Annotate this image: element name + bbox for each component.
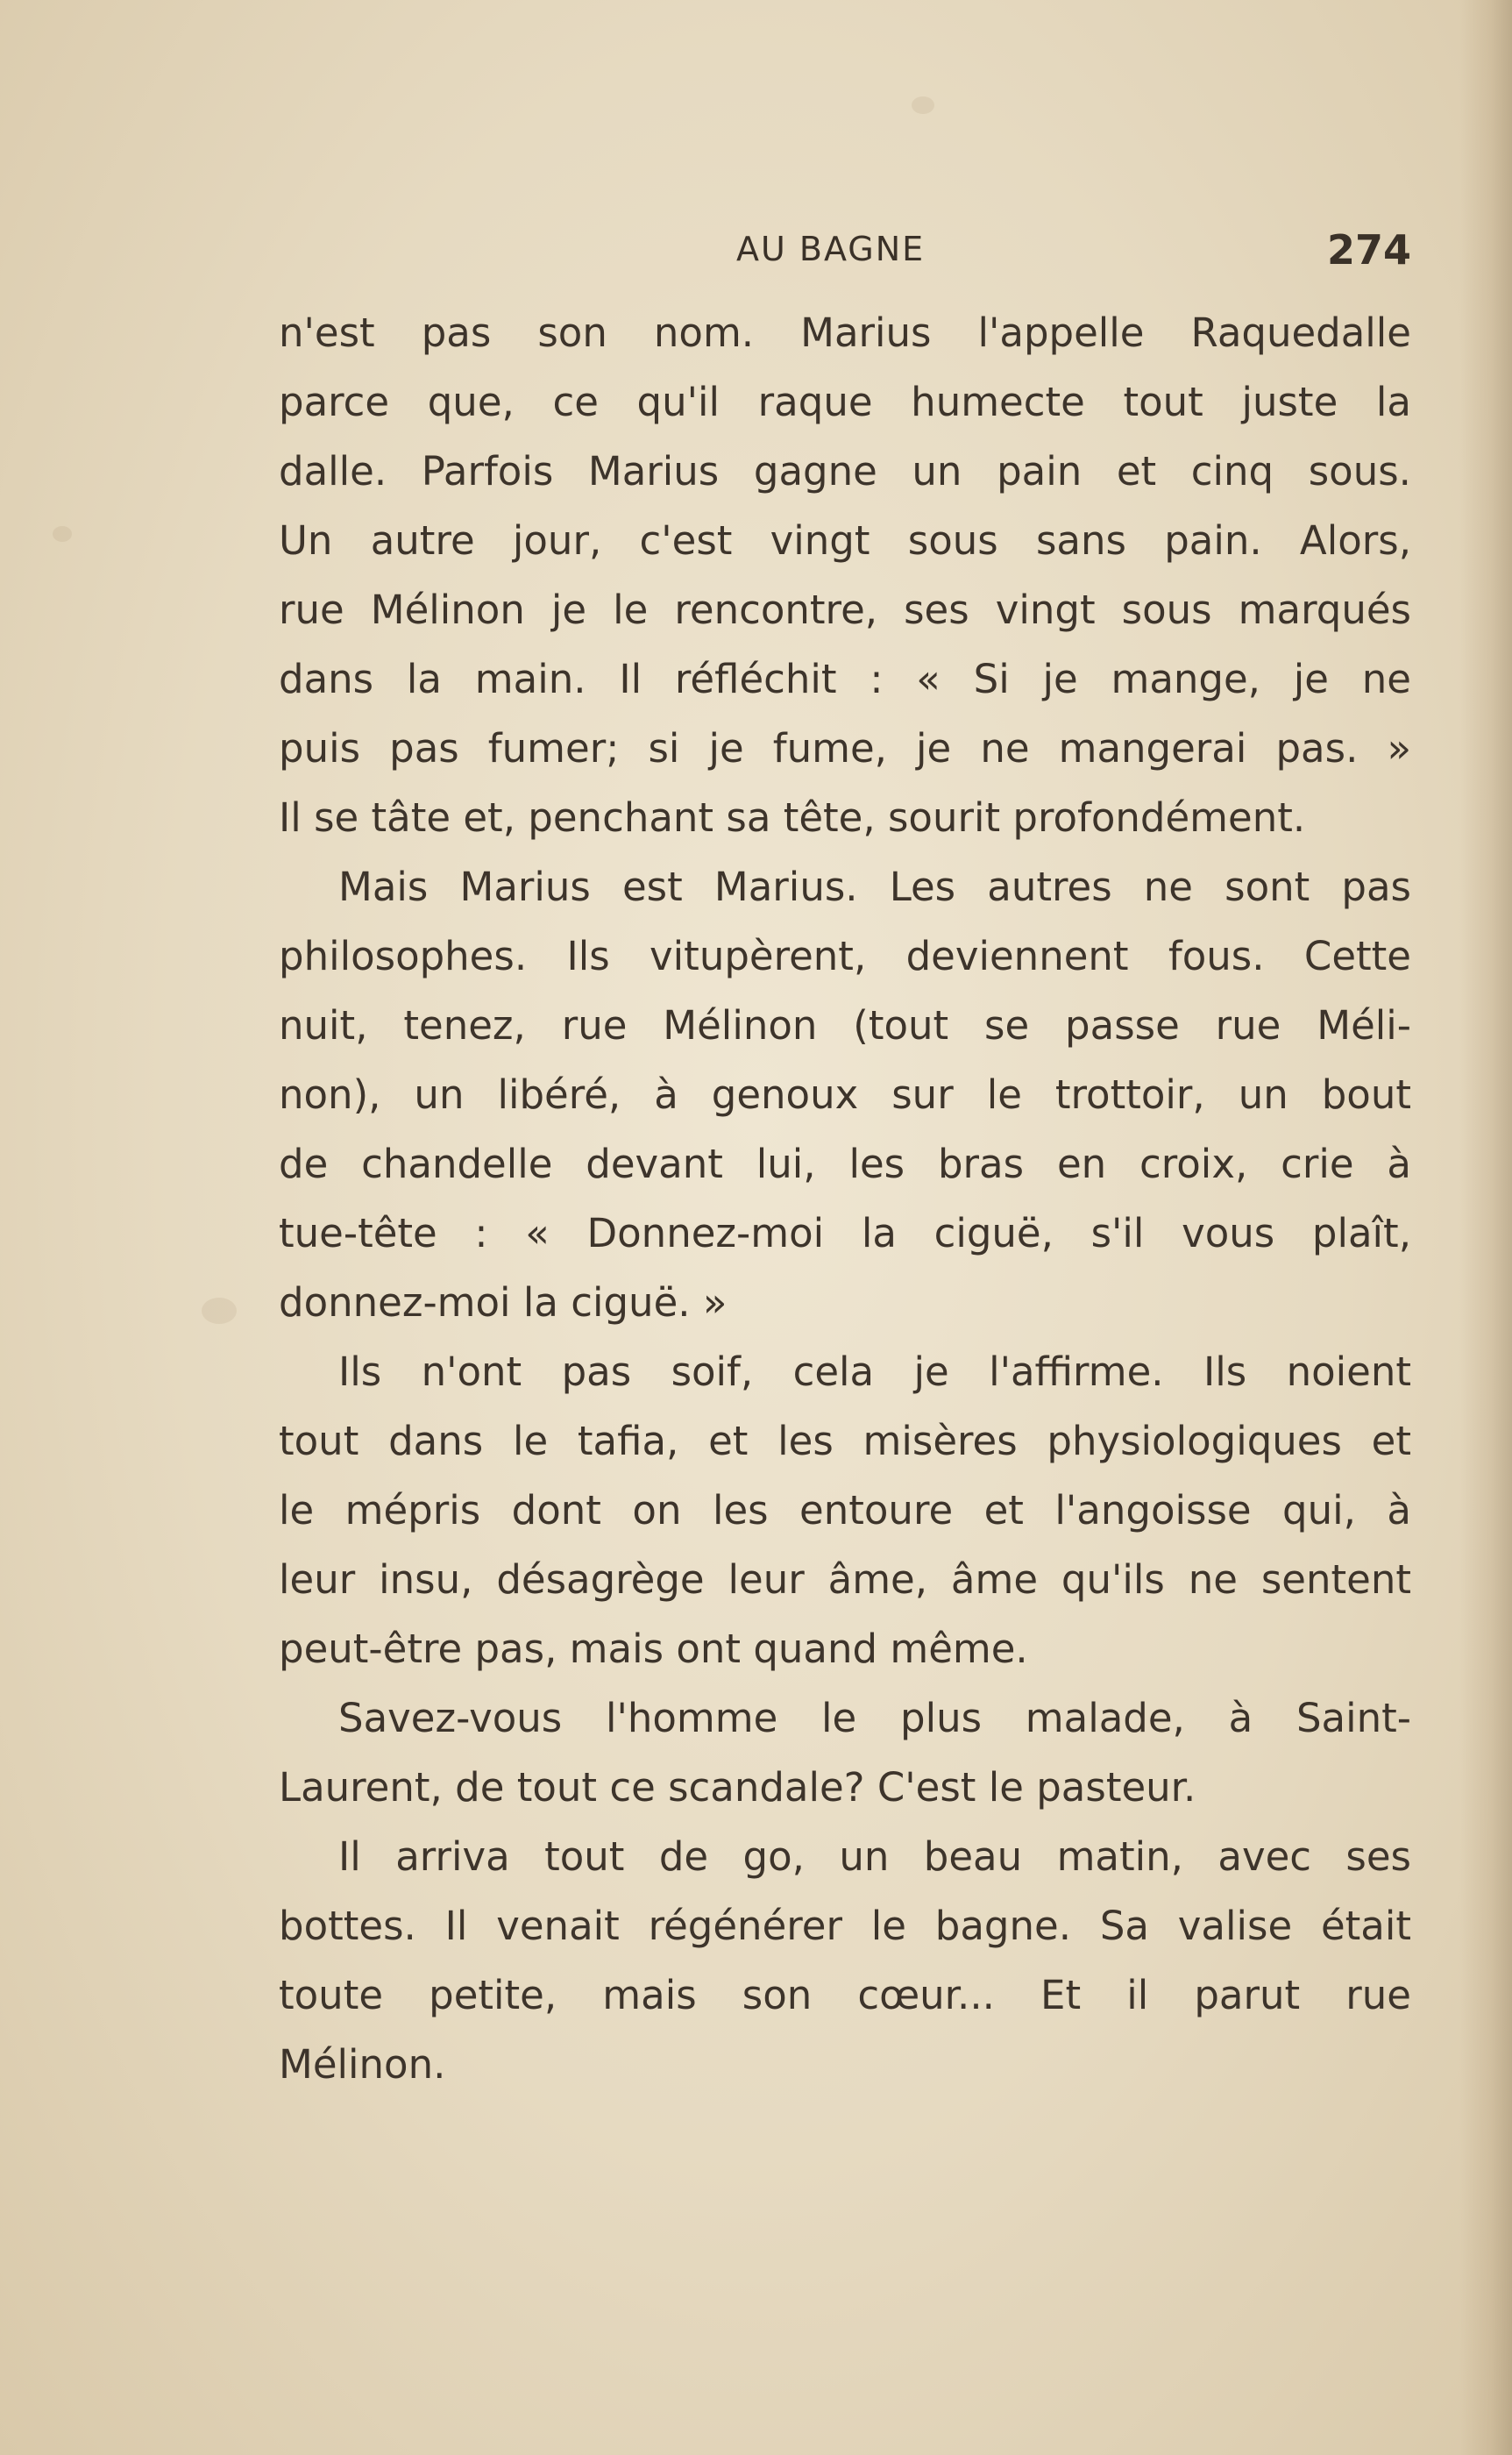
text-line: philosophes. Ils vitupèrent, deviennent fous. Cette: [279, 933, 1411, 979]
body-text: [279, 298, 1411, 2099]
text-line: de chandelle devant lui, les bras en croix, crie à: [279, 1141, 1411, 1187]
text-line: rue Mélinon je le rencontre, ses vingt sous marqués: [279, 587, 1411, 633]
paper-stain: [53, 526, 72, 542]
text-line: dans la main. Il réfléchit : « Si je mange, je ne: [279, 656, 1411, 702]
text-line: le mépris dont on les entoure et l'angoisse qui, à: [279, 1487, 1411, 1533]
text-line: leur insu, désagrège leur âme, âme qu'ils ne sentent: [279, 1556, 1411, 1603]
text-line: bottes. Il venait régénérer le bagne. Sa valise était: [279, 1903, 1411, 1949]
text-line: Un autre jour, c'est vingt sous sans pain. Alors,: [279, 517, 1411, 564]
running-title: AU BAGNE: [736, 230, 926, 268]
page-edge-shadow: [1459, 0, 1512, 2455]
text-line: tue-tête : « Donnez-moi la ciguë, s'il vous plaît,: [279, 1210, 1411, 1256]
text-line: non), un libéré, à genoux sur le trottoir, un bout: [279, 1071, 1411, 1118]
page-header: [280, 226, 1411, 274]
text-line: Il se tâte et, penchant sa tête, sourit profondément.: [279, 794, 1306, 841]
paragraph-first-line: Mais Marius est Marius. Les autres ne sont pas: [338, 864, 1411, 910]
text-line: donnez-moi la ciguë. »: [279, 1279, 728, 1326]
text-line: n'est pas son nom. Marius l'appelle Raquedalle: [279, 310, 1411, 356]
paper-stain: [202, 1298, 237, 1324]
text-line: puis pas fumer; si je fume, je ne mangerai pas. »: [279, 725, 1411, 772]
paragraph-first-line: Il arriva tout de go, un beau matin, avec ses: [338, 1833, 1411, 1880]
paper-stain: [912, 96, 934, 114]
text-line: parce que, ce qu'il raque humecte tout juste la: [279, 379, 1411, 425]
text-line: dalle. Parfois Marius gagne un pain et cinq sous.: [279, 448, 1411, 495]
text-line: peut-être pas, mais ont quand même.: [279, 1626, 1028, 1672]
page-number: 274: [1326, 226, 1411, 274]
text-line: Laurent, de tout ce scandale? C'est le pasteur.: [279, 1764, 1196, 1811]
paragraph-first-line: Ils n'ont pas soif, cela je l'affirme. Ils noient: [338, 1348, 1411, 1395]
text-line: Mélinon.: [279, 2041, 446, 2088]
paragraph-first-line: Savez-vous l'homme le plus malade, à Saint-: [338, 1695, 1411, 1741]
text-line: nuit, tenez, rue Mélinon (tout se passe rue Méli-: [279, 1002, 1411, 1049]
text-line: tout dans le tafia, et les misères physiologiques et: [279, 1418, 1411, 1464]
text-line: toute petite, mais son cœur... Et il parut rue: [279, 1972, 1411, 2018]
